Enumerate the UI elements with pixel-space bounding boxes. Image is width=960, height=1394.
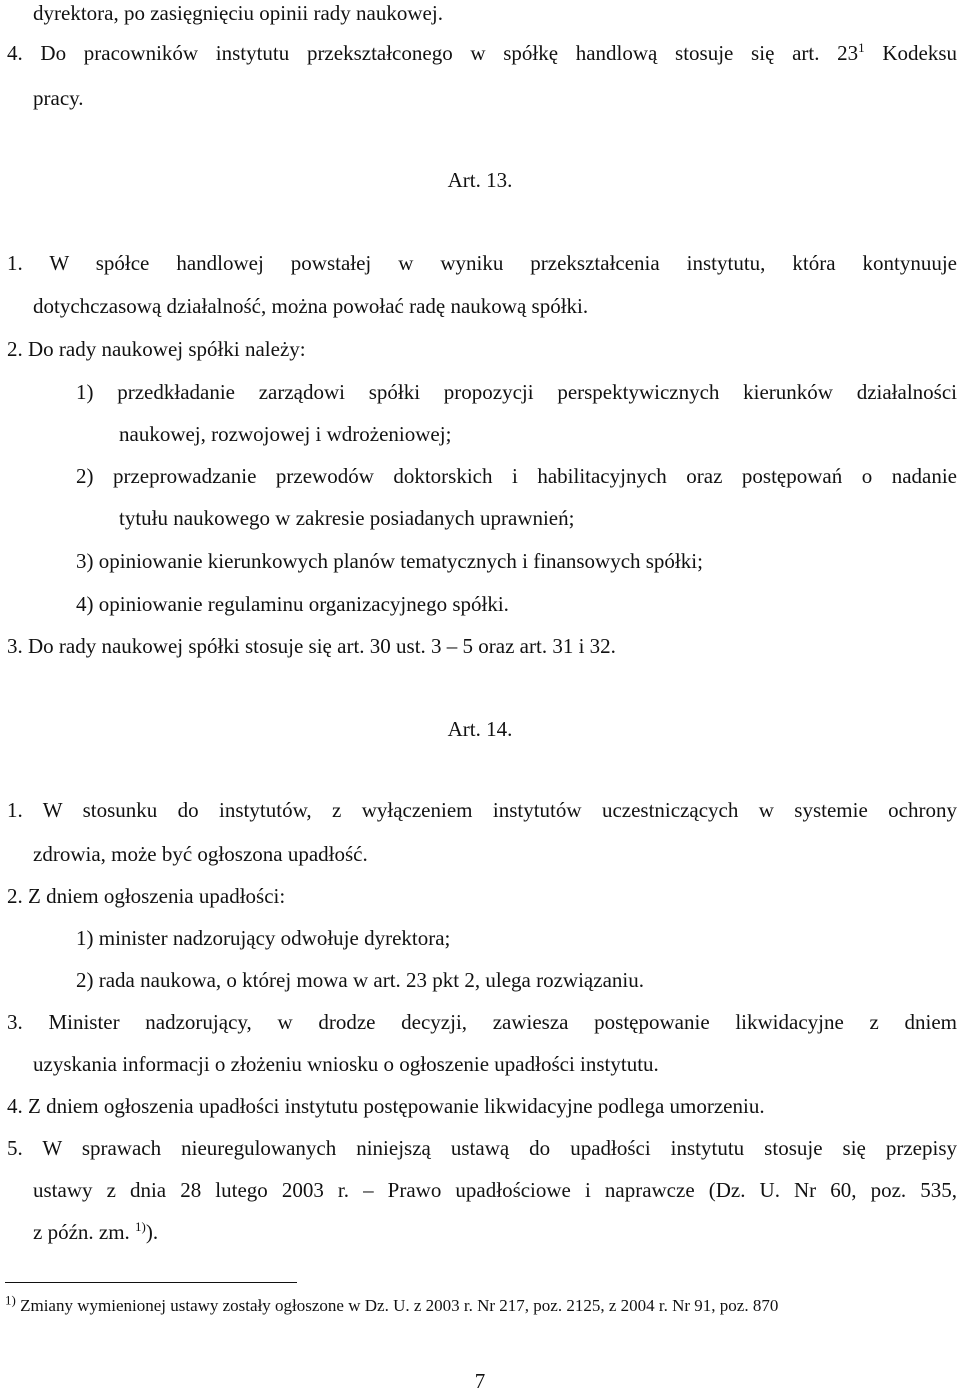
art14-paragraph-5-line-3 [33, 1219, 158, 1245]
footnote-text: Zmiany wymienionej ustawy zostały ogłoszone w Dz. U. z 2003 r. Nr 217, poz. 2125, z 2004 r. Nr 91, poz. 870 [20, 1296, 779, 1315]
art14-paragraph-4: 4. Z dniem ogłoszenia upadłości instytutu postępowanie likwidacyjne podlega umorzeniu. [7, 1094, 765, 1118]
art12-paragraph-4-line-2: pracy. [33, 86, 84, 110]
art13-paragraph-2: 2. Do rady naukowej spółki należy: [7, 337, 306, 361]
art13-paragraph-3: 3. Do rady naukowej spółki stosuje się art. 30 ust. 3 – 5 oraz art. 31 i 32. [7, 634, 616, 658]
art12-continuation: dyrektora, po zasięgnięciu opinii rady naukowej. [33, 1, 443, 25]
art14-paragraph-3-line-1: 3. Minister nadzorujący, w drodze decyzji, zawiesza postępowanie likwidacyjne z dniem [7, 1010, 957, 1034]
art13-item-1-line-2: naukowej, rozwojowej i wdrożeniowej; [119, 422, 452, 446]
art14-item-2: 2) rada naukowa, o której mowa w art. 23 pkt 2, ulega rozwiązaniu. [76, 968, 644, 992]
art14-paragraph-5-line-2: ustawy z dnia 28 lutego 2003 r. – Prawo upadłościowe i naprawcze (Dz. U. Nr 60, poz. 535, [33, 1178, 957, 1202]
art13-item-2-line-1: 2) przeprowadzanie przewodów doktorskich i habilitacyjnych oraz postępowań o nadanie [76, 464, 957, 488]
art13-item-4: 4) opiniowanie regulaminu organizacyjnego spółki. [76, 592, 509, 616]
footnote-separator [5, 1282, 297, 1283]
art12-p4-text-end: Kodeksu [864, 41, 957, 65]
art13-item-2-line-2: tytułu naukowego w zakresie posiadanych uprawnień; [119, 506, 575, 530]
footnote [5, 1292, 779, 1317]
art14-paragraph-5-line-1: 5. W sprawach nieuregulowanych niniejszą ustawą do upadłości instytutu stosuje się przepisy [7, 1136, 957, 1160]
footnote-reference: 1) [135, 1219, 146, 1234]
art13-item-1-line-1: 1) przedkładanie zarządowi spółki propozycji perspektywicznych kierunków działalności [76, 380, 957, 404]
art14-p5-text-end: ). [145, 1220, 159, 1244]
art14-item-1: 1) minister nadzorujący odwołuje dyrektora; [76, 926, 451, 950]
art14-p5-text: z późn. zm. [33, 1220, 130, 1244]
art13-paragraph-1-line-2: dotychczasową działalność, można powołać radę naukową spółki. [33, 294, 589, 318]
article-14-heading: Art. 14. [447, 717, 513, 741]
art14-paragraph-1-line-2: zdrowia, może być ogłoszona upadłość. [33, 842, 368, 866]
art14-paragraph-2: 2. Z dniem ogłoszenia upadłości: [7, 884, 286, 908]
page-number: 7 [474, 1369, 486, 1393]
art14-paragraph-1-line-1: 1. W stosunku do instytutów, z wyłączeniem instytutów uczestniczących w systemie ochrony [7, 798, 957, 822]
article-13-heading: Art. 13. [447, 168, 513, 192]
superscript-1: 1 [858, 40, 865, 55]
art12-p4-text: 4. Do pracowników instytutu przekształconego w spółkę handlową stosuje się art. 23 [7, 41, 859, 65]
art13-paragraph-1-line-1: 1. W spółce handlowej powstałej w wyniku przekształcenia instytutu, która kontynuuje [7, 251, 957, 275]
art12-paragraph-4-line-1 [7, 40, 957, 66]
art14-paragraph-3-line-2: uzyskania informacji o złożeniu wniosku o ogłoszenie upadłości instytutu. [33, 1052, 659, 1076]
footnote-marker: 1) [5, 1292, 16, 1308]
art13-item-3: 3) opiniowanie kierunkowych planów tematycznych i finansowych spółki; [76, 549, 703, 573]
